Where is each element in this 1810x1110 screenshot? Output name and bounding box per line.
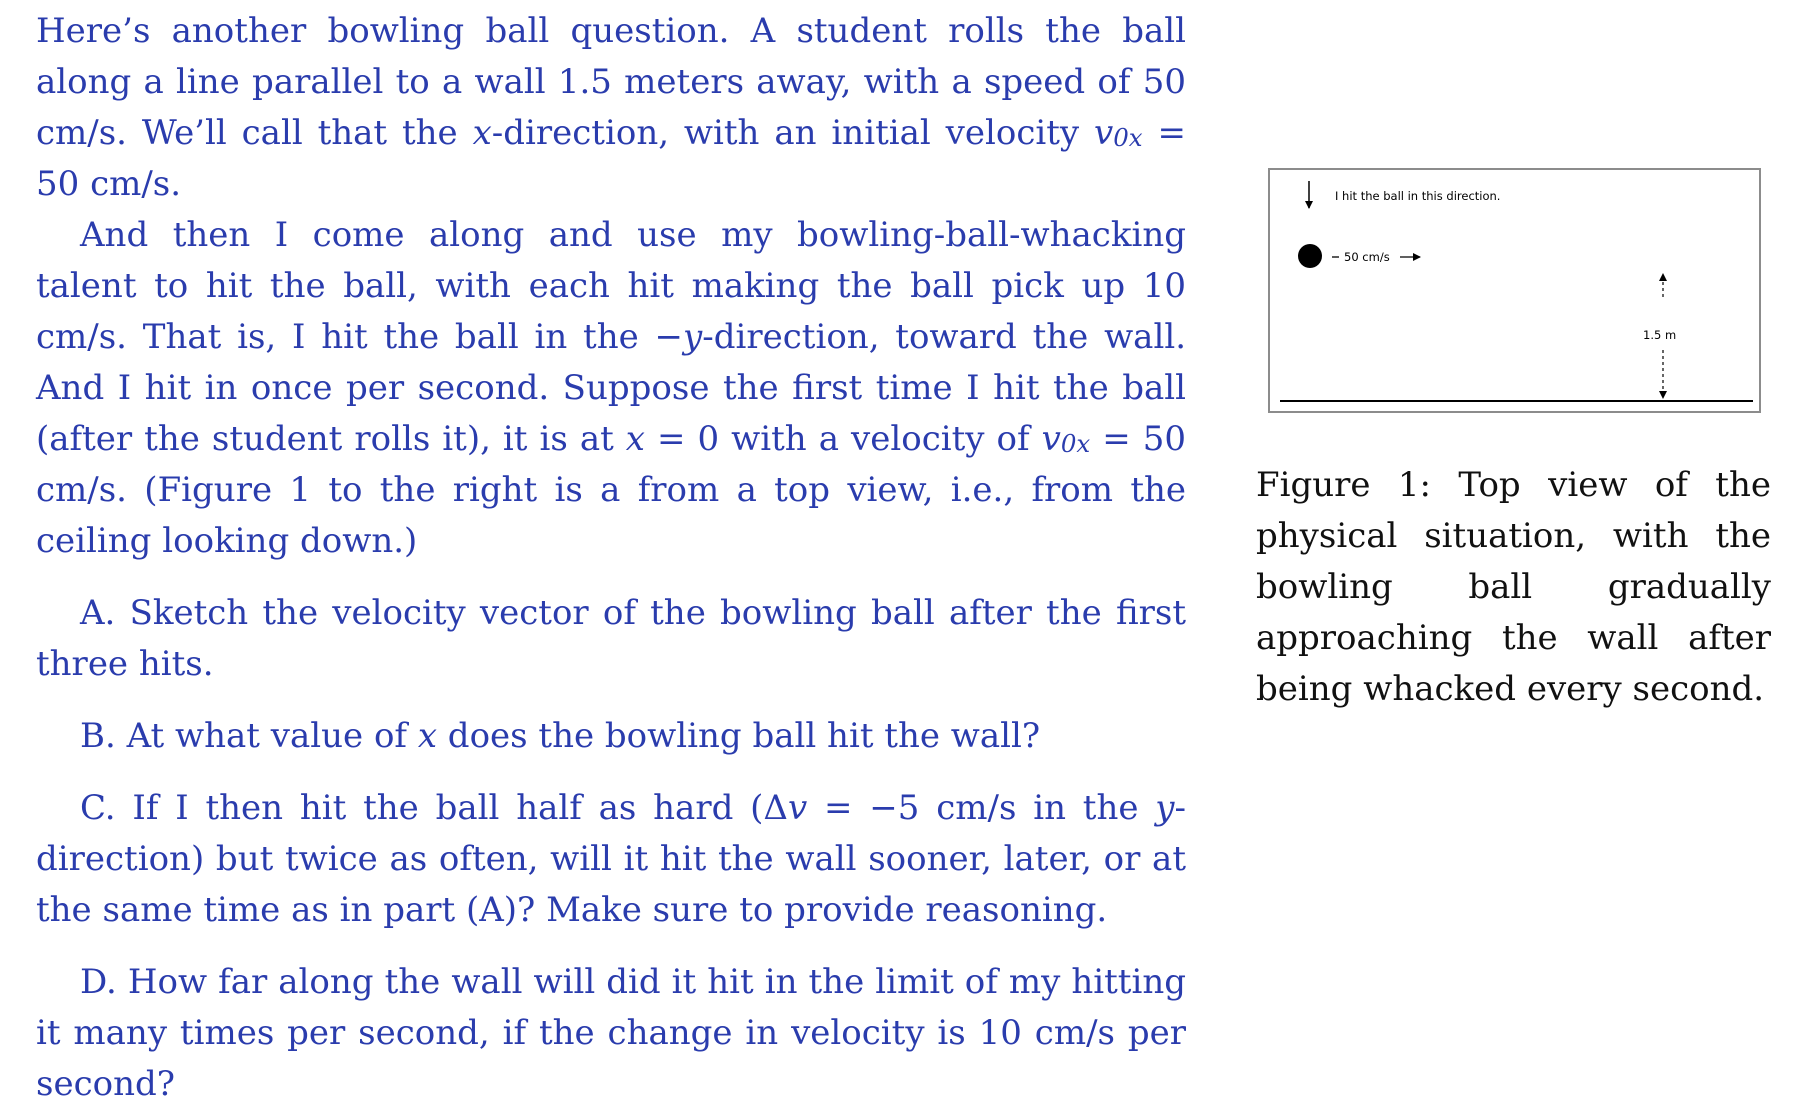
speed-label: 50 cm/s [1344, 250, 1390, 264]
bowling-ball [1298, 244, 1322, 268]
question-text [36, 6, 1186, 1110]
hit-direction-label: I hit the ball in this direction. [1335, 189, 1501, 203]
math-var-x: x [472, 113, 492, 153]
text-span: C. If I then hit the ball half as hard (Δ [80, 788, 788, 828]
text-span: = 50 cm/s. (Figure 1 to the right is a from a top view, i.e., from the ceiling looking down.) [36, 419, 1186, 561]
distance-label: 1.5 m [1643, 328, 1677, 342]
text-span: B. At what value of [80, 716, 418, 756]
math-var-v: v [1094, 113, 1114, 153]
part-c [36, 783, 1186, 936]
part-a: A. Sketch the velocity vector of the bowling ball after the first three hits. [36, 593, 1186, 684]
math-var-y: y [683, 317, 703, 357]
figure-caption: Figure 1: Top view of the physical situation, with the bowling ball gradually approaching the wall after being whacked every second. [1256, 465, 1771, 709]
text-span: -direction) but twice as often, will it hit the wall sooner, later, or at the same time as in part (A)? Make sure to provide reasoning. [36, 788, 1186, 930]
intro-paragraph [36, 6, 1186, 210]
top-view-diagram [1270, 170, 1763, 415]
math-var-v: v [787, 788, 808, 828]
text-span: -direction, with an initial velocity [491, 113, 1095, 153]
part-d: D. How far along the wall will did it hit in the limit of my hitting it many times per second, if the change in velocity is 10 cm/s per second? [36, 962, 1186, 1104]
text-span: = 0 with a velocity of [644, 419, 1042, 459]
math-var-x: x [417, 716, 437, 756]
figure-diagram [1268, 168, 1761, 413]
math-subscript: 0x [1060, 428, 1091, 458]
text-span: And then I come along and use my bowling-ball-whacking talent to hit the ball, with each hit making the ball pick up 10 cm/s. That is, I hit the ball in the − [36, 215, 1186, 357]
text-span: = −5 cm/s in the [807, 788, 1156, 828]
math-var-y: y [1155, 788, 1175, 828]
text-span: = 50 cm/s. [36, 113, 1186, 204]
math-var-x: x [625, 419, 645, 459]
math-var-v: v [1041, 419, 1061, 459]
text-span: Here’s another bowling ball question. A student rolls the ball along a line parallel to a wall 1.5 meters away, with a speed of 50 cm/s. We’ll call that the [36, 11, 1186, 153]
part-b [36, 711, 1186, 762]
math-subscript: 0x [1113, 122, 1143, 152]
setup-paragraph [36, 210, 1186, 567]
text-span: -direction, toward the wall. And I hit in once per second. Suppose the first time I hit the ball (after the student rolls it), it is at [36, 317, 1187, 459]
text-span: does the bowling ball hit the wall? [437, 716, 1041, 756]
